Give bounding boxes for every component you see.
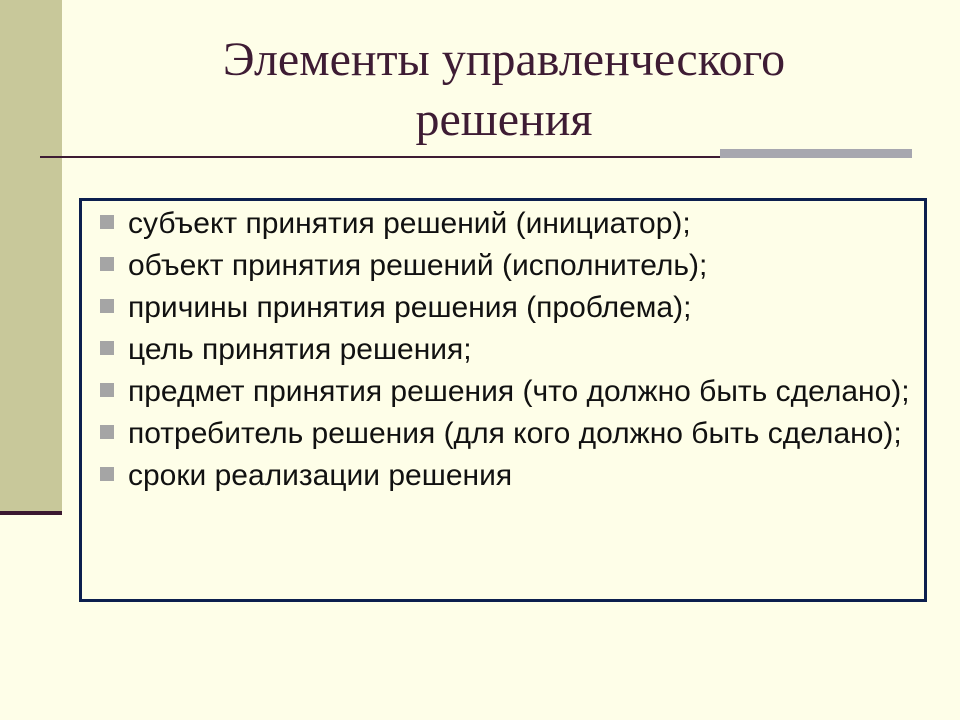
bullet-list xyxy=(92,206,914,500)
list-item-text: сроки реализации решения xyxy=(128,459,513,492)
title-line-2: решения xyxy=(415,93,593,146)
side-decor-bar xyxy=(0,0,62,513)
square-bullet-icon xyxy=(100,425,114,439)
list-item xyxy=(92,248,914,284)
square-bullet-icon xyxy=(100,467,114,481)
list-item xyxy=(92,458,914,494)
side-decor-underline xyxy=(0,511,62,515)
list-item-text: причины принятия решения (проблема); xyxy=(128,291,692,324)
list-item xyxy=(92,332,914,368)
list-item-text: предмет принятия решения (что должно быть сделано); xyxy=(128,375,910,408)
list-item xyxy=(92,416,914,452)
list-item-text: объект принятия решений (исполнитель); xyxy=(128,249,708,282)
title-divider-accent xyxy=(720,149,912,158)
title-line-1: Элементы управленческого xyxy=(222,33,786,86)
square-bullet-icon xyxy=(100,299,114,313)
square-bullet-icon xyxy=(100,257,114,271)
list-item-text: субъект принятия решений (инициатор); xyxy=(128,207,691,240)
list-item xyxy=(92,290,914,326)
slide-title xyxy=(100,30,908,150)
square-bullet-icon xyxy=(100,383,114,397)
list-item-text: цель принятия решения; xyxy=(128,333,472,366)
list-item xyxy=(92,374,914,410)
list-item xyxy=(92,206,914,242)
content-box xyxy=(79,198,927,602)
square-bullet-icon xyxy=(100,215,114,229)
square-bullet-icon xyxy=(100,341,114,355)
list-item-text: потребитель решения (для кого должно быть сделано); xyxy=(128,417,902,450)
